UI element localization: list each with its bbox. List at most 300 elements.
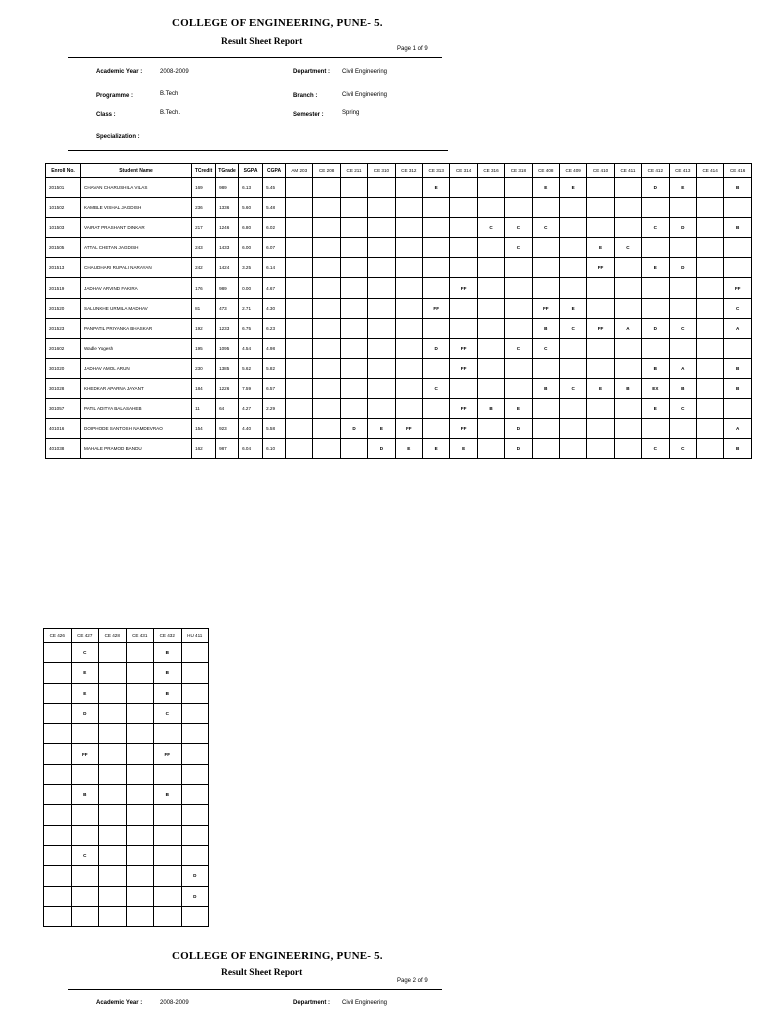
grade-cell: B: [669, 378, 696, 398]
grade-cell: E: [423, 439, 450, 459]
grade-cell: D: [181, 886, 209, 906]
grade-cell: [181, 683, 209, 703]
grade-cell: [423, 198, 450, 218]
grade-cell: [477, 238, 504, 258]
grade-cell: [505, 298, 532, 318]
grade-cell: [559, 278, 586, 298]
score-cell: 4.40: [239, 419, 263, 439]
grade-cell: [423, 258, 450, 278]
grade-cell: [181, 805, 209, 825]
grade-cell: E: [532, 178, 559, 198]
enroll-no-cell: 101502: [46, 198, 81, 218]
grade-cell: B: [724, 358, 752, 378]
score-cell: 4.30: [263, 298, 286, 318]
grade-cell: [642, 419, 669, 439]
grade-cell: [423, 419, 450, 439]
grade-cell: [559, 238, 586, 258]
score-cell: 6.23: [263, 318, 286, 338]
academic-year-label: Academic Year :: [96, 69, 143, 75]
grade-cell: [286, 198, 313, 218]
grade-cell: [669, 419, 696, 439]
grade-cell: E: [642, 399, 669, 419]
grade-cell: E: [505, 399, 532, 419]
grade-cell: [181, 906, 209, 926]
grade-cell: [340, 439, 367, 459]
grade-cell: FF: [450, 358, 477, 378]
grade-cell: [505, 378, 532, 398]
score-cell: 5.48: [263, 198, 286, 218]
grade-cell: [696, 278, 723, 298]
score-cell: 5.82: [263, 358, 286, 378]
score-cell: 1226: [216, 378, 239, 398]
grade-cell: [395, 298, 422, 318]
grade-cell: [477, 298, 504, 318]
grade-cell: [44, 825, 72, 845]
grade-cell: [505, 198, 532, 218]
class-label: Class :: [96, 112, 116, 118]
grade-cell: [99, 744, 127, 764]
score-cell: 6.75: [239, 318, 263, 338]
grade-cell: [44, 886, 72, 906]
grade-cell: C: [669, 399, 696, 419]
branch-value: Civil Engineering: [342, 92, 388, 98]
table-row: [46, 378, 752, 398]
branch-label: Branch :: [293, 93, 318, 99]
score-cell: 473: [216, 298, 239, 318]
grade-cell: [126, 683, 154, 703]
grade-cell: [642, 238, 669, 258]
grade-cell: B: [477, 399, 504, 419]
grade-cell: [614, 439, 641, 459]
grade-cell: [340, 218, 367, 238]
score-cell: 1095: [216, 338, 239, 358]
grade-cell: [99, 643, 127, 663]
grade-cell: C: [532, 218, 559, 238]
grade-cell: [532, 258, 559, 278]
continuation-table: [43, 628, 209, 927]
grade-cell: B: [724, 378, 752, 398]
grade-cell: [99, 845, 127, 865]
enroll-no-cell: 201513: [46, 258, 81, 278]
grade-cell: [154, 825, 182, 845]
table-row: [46, 358, 752, 378]
column-header: CE 409: [559, 164, 586, 178]
header-divider: [68, 57, 442, 58]
student-name-cell: DOIPHODE SANTOSH NAMDEVRAO: [81, 419, 192, 439]
student-name-cell: CHAVAN CHARUSHILA VILAS: [81, 178, 192, 198]
score-cell: 989: [216, 278, 239, 298]
grade-cell: A: [614, 318, 641, 338]
grade-cell: [477, 198, 504, 218]
student-name-cell: KHEDKAR APARNA JAYANT: [81, 378, 192, 398]
grade-cell: [340, 198, 367, 218]
grade-cell: EX: [642, 378, 669, 398]
grade-cell: [286, 439, 313, 459]
enroll-no-cell: 301057: [46, 399, 81, 419]
grade-cell: [71, 886, 99, 906]
score-cell: 1424: [216, 258, 239, 278]
column-header: CE 310: [368, 164, 395, 178]
score-cell: 987: [216, 439, 239, 459]
grade-cell: [587, 178, 614, 198]
grade-cell: [696, 399, 723, 419]
grade-cell: [368, 198, 395, 218]
enroll-no-cell: 201519: [46, 278, 81, 298]
grade-cell: [477, 178, 504, 198]
student-name-cell: PANPATIL PRIYANKA BHASKAR: [81, 318, 192, 338]
grade-cell: [313, 338, 340, 358]
column-header: CE 410: [587, 164, 614, 178]
grade-cell: [423, 238, 450, 258]
column-header: TGrade: [216, 164, 239, 178]
grade-cell: [99, 785, 127, 805]
score-cell: 236: [192, 198, 216, 218]
grade-cell: [286, 298, 313, 318]
column-header: CE 211: [340, 164, 367, 178]
grade-cell: [559, 258, 586, 278]
grade-cell: [477, 338, 504, 358]
department-label: Department :: [293, 69, 331, 75]
grade-cell: C: [559, 318, 586, 338]
grade-cell: [669, 278, 696, 298]
grade-cell: [154, 845, 182, 865]
grade-cell: A: [724, 419, 752, 439]
semester-value: Spring: [342, 110, 360, 116]
grade-cell: D: [423, 338, 450, 358]
grade-cell: [642, 298, 669, 318]
grade-cell: [559, 439, 586, 459]
grade-cell: C: [669, 439, 696, 459]
grade-cell: [71, 866, 99, 886]
score-cell: 6.00: [239, 238, 263, 258]
grade-cell: [395, 338, 422, 358]
score-cell: 1385: [216, 358, 239, 378]
grade-cell: [44, 866, 72, 886]
grade-cell: C: [505, 218, 532, 238]
grade-cell: [71, 825, 99, 845]
score-cell: 162: [192, 439, 216, 459]
table-row: [46, 218, 752, 238]
grade-cell: B: [154, 683, 182, 703]
grade-cell: [696, 378, 723, 398]
grade-cell: C: [154, 703, 182, 723]
grade-cell: [587, 358, 614, 378]
grade-cell: [340, 258, 367, 278]
grade-cell: [181, 643, 209, 663]
grade-cell: E: [669, 178, 696, 198]
grade-cell: [368, 238, 395, 258]
grade-cell: [642, 278, 669, 298]
column-header: CE 408: [532, 164, 559, 178]
grade-cell: [587, 298, 614, 318]
grade-cell: [181, 663, 209, 683]
score-cell: 242: [192, 258, 216, 278]
score-cell: 4.67: [263, 278, 286, 298]
grade-cell: [642, 338, 669, 358]
grade-cell: B: [724, 178, 752, 198]
grade-cell: [505, 178, 532, 198]
grade-cell: [99, 866, 127, 886]
grade-cell: B: [154, 643, 182, 663]
page2-college-title: COLLEGE OF ENGINEERING, PUNE- 5.: [172, 950, 383, 962]
grade-cell: [724, 198, 752, 218]
grade-cell: [126, 744, 154, 764]
grade-cell: D: [505, 419, 532, 439]
table-row: [44, 703, 209, 723]
table-row: [44, 643, 209, 663]
grade-cell: [614, 358, 641, 378]
column-header: CE 412: [642, 164, 669, 178]
grade-cell: FF: [450, 278, 477, 298]
grade-cell: [450, 218, 477, 238]
grade-cell: [154, 886, 182, 906]
grade-cell: [614, 258, 641, 278]
department-value: Civil Engineering: [342, 69, 388, 75]
grade-cell: [181, 744, 209, 764]
grade-cell: [368, 399, 395, 419]
grade-cell: C: [423, 378, 450, 398]
grade-cell: [340, 358, 367, 378]
grade-cell: [587, 399, 614, 419]
grade-cell: A: [724, 318, 752, 338]
page2-page-number: Page 2 of 9: [397, 978, 428, 984]
grade-cell: [368, 218, 395, 238]
grade-cell: [587, 419, 614, 439]
grade-cell: [559, 198, 586, 218]
grade-cell: [614, 419, 641, 439]
student-name-cell: JADHAV AMOL ARUN: [81, 358, 192, 378]
column-header: CE 432: [154, 629, 182, 643]
grade-cell: [99, 906, 127, 926]
grade-cell: D: [71, 703, 99, 723]
column-header: CE 427: [71, 629, 99, 643]
grade-cell: [313, 358, 340, 378]
grade-cell: B: [71, 785, 99, 805]
grade-cell: [696, 238, 723, 258]
grade-cell: [614, 298, 641, 318]
score-cell: 1336: [216, 198, 239, 218]
grade-cell: FF: [724, 278, 752, 298]
table-row: [46, 198, 752, 218]
grade-cell: D: [642, 318, 669, 338]
grade-cell: [313, 399, 340, 419]
grade-cell: [532, 238, 559, 258]
table-row: [44, 825, 209, 845]
grade-cell: [286, 399, 313, 419]
score-cell: 989: [216, 178, 239, 198]
score-cell: 6.80: [239, 218, 263, 238]
grade-cell: [44, 643, 72, 663]
grade-cell: [450, 238, 477, 258]
grade-cell: [724, 399, 752, 419]
grade-cell: [505, 358, 532, 378]
grade-cell: [126, 643, 154, 663]
grade-cell: [340, 399, 367, 419]
score-cell: 2.71: [239, 298, 263, 318]
grade-cell: [313, 218, 340, 238]
table-row: [46, 298, 752, 318]
grade-cell: FF: [532, 298, 559, 318]
enroll-no-cell: 401016: [46, 419, 81, 439]
grade-cell: B: [532, 318, 559, 338]
grade-cell: [477, 278, 504, 298]
grade-cell: [99, 764, 127, 784]
table-row: [46, 278, 752, 298]
column-header: SGPA: [239, 164, 263, 178]
class-value: B.Tech.: [160, 110, 181, 116]
grade-cell: [313, 298, 340, 318]
page2-department-label: Department :: [293, 1000, 331, 1006]
column-header: CE 428: [99, 629, 127, 643]
grade-cell: [450, 318, 477, 338]
specialization-label: Specialization :: [96, 134, 140, 140]
results-header-row: [46, 164, 752, 178]
grade-cell: [477, 378, 504, 398]
grade-cell: [154, 805, 182, 825]
grade-cell: [313, 439, 340, 459]
student-name-cell: KAMBLE VISHAL JAGDISH: [81, 198, 192, 218]
score-cell: 230: [192, 358, 216, 378]
grade-cell: [559, 419, 586, 439]
grade-cell: [126, 866, 154, 886]
grade-cell: [44, 703, 72, 723]
score-cell: 0.00: [239, 278, 263, 298]
academic-year-value: 2008-2009: [160, 69, 189, 75]
grade-cell: [505, 278, 532, 298]
grade-cell: [286, 358, 313, 378]
grade-cell: [559, 338, 586, 358]
grade-cell: [505, 258, 532, 278]
table-row: [44, 866, 209, 886]
table-row: [44, 845, 209, 865]
grade-cell: [313, 238, 340, 258]
grade-cell: [587, 278, 614, 298]
grade-cell: [340, 238, 367, 258]
score-cell: 923: [216, 419, 239, 439]
grade-cell: [44, 744, 72, 764]
grade-cell: [423, 399, 450, 419]
grade-cell: [286, 238, 313, 258]
grade-cell: [368, 358, 395, 378]
grade-cell: [696, 419, 723, 439]
grade-cell: [477, 318, 504, 338]
grade-cell: [669, 338, 696, 358]
grade-cell: FF: [587, 258, 614, 278]
grade-cell: [450, 298, 477, 318]
grade-cell: B: [154, 785, 182, 805]
score-cell: 5.45: [263, 178, 286, 198]
grade-cell: [368, 298, 395, 318]
page2-academic-year-label: Academic Year :: [96, 1000, 143, 1006]
grade-cell: [395, 198, 422, 218]
grade-cell: [642, 198, 669, 218]
grade-cell: [99, 886, 127, 906]
grade-cell: [368, 178, 395, 198]
student-name-cell: SALUNKHE URMILA MADHAV: [81, 298, 192, 318]
grade-cell: [340, 378, 367, 398]
grade-cell: [696, 358, 723, 378]
grade-cell: [395, 358, 422, 378]
column-header: CE 314: [450, 164, 477, 178]
score-cell: 7.59: [239, 378, 263, 398]
grade-cell: [154, 866, 182, 886]
table-row: [46, 419, 752, 439]
table-row: [46, 238, 752, 258]
grade-cell: [286, 218, 313, 238]
grade-cell: [99, 724, 127, 744]
enroll-no-cell: 401038: [46, 439, 81, 459]
grade-cell: [532, 419, 559, 439]
grade-cell: [340, 318, 367, 338]
grade-cell: [614, 198, 641, 218]
column-header: CE 413: [669, 164, 696, 178]
grade-cell: [368, 378, 395, 398]
column-header: Enroll No.: [46, 164, 81, 178]
grade-cell: FF: [587, 318, 614, 338]
grade-cell: [587, 338, 614, 358]
grade-cell: [71, 724, 99, 744]
grade-cell: [154, 724, 182, 744]
grade-cell: [696, 178, 723, 198]
grade-cell: C: [614, 238, 641, 258]
grade-cell: [44, 683, 72, 703]
grade-cell: [532, 198, 559, 218]
column-header: Student Name: [81, 164, 192, 178]
grade-cell: FF: [423, 298, 450, 318]
score-cell: 1233: [216, 318, 239, 338]
score-cell: 6.02: [263, 218, 286, 238]
grade-cell: D: [181, 866, 209, 886]
grade-cell: FF: [450, 419, 477, 439]
grade-cell: [669, 238, 696, 258]
grade-cell: [286, 318, 313, 338]
grade-cell: C: [71, 643, 99, 663]
score-cell: 195: [192, 338, 216, 358]
semester-label: Semester :: [293, 112, 324, 118]
continuation-header-row: [44, 629, 209, 643]
grade-cell: [423, 218, 450, 238]
grade-cell: [181, 785, 209, 805]
grade-cell: C: [505, 338, 532, 358]
programme-value: B.Tech: [160, 91, 179, 97]
grade-cell: E: [587, 238, 614, 258]
grade-cell: [450, 178, 477, 198]
table-row: [44, 724, 209, 744]
grade-cell: [368, 318, 395, 338]
grade-cell: [696, 318, 723, 338]
grade-cell: [395, 399, 422, 419]
grade-cell: [126, 785, 154, 805]
grade-cell: [286, 278, 313, 298]
grade-cell: FF: [395, 419, 422, 439]
grade-cell: [450, 378, 477, 398]
column-header: CE 208: [313, 164, 340, 178]
student-name-cell: Wadle Yogesh: [81, 338, 192, 358]
grade-cell: E: [368, 419, 395, 439]
grade-cell: [126, 724, 154, 744]
grade-cell: [505, 318, 532, 338]
grade-cell: [614, 218, 641, 238]
grade-cell: [614, 278, 641, 298]
grade-cell: FF: [71, 744, 99, 764]
column-header: CE 411: [614, 164, 641, 178]
grade-cell: [71, 906, 99, 926]
grade-cell: [423, 358, 450, 378]
grade-cell: FF: [450, 338, 477, 358]
grade-cell: [126, 845, 154, 865]
grade-cell: B: [532, 378, 559, 398]
results-table: [45, 163, 752, 459]
